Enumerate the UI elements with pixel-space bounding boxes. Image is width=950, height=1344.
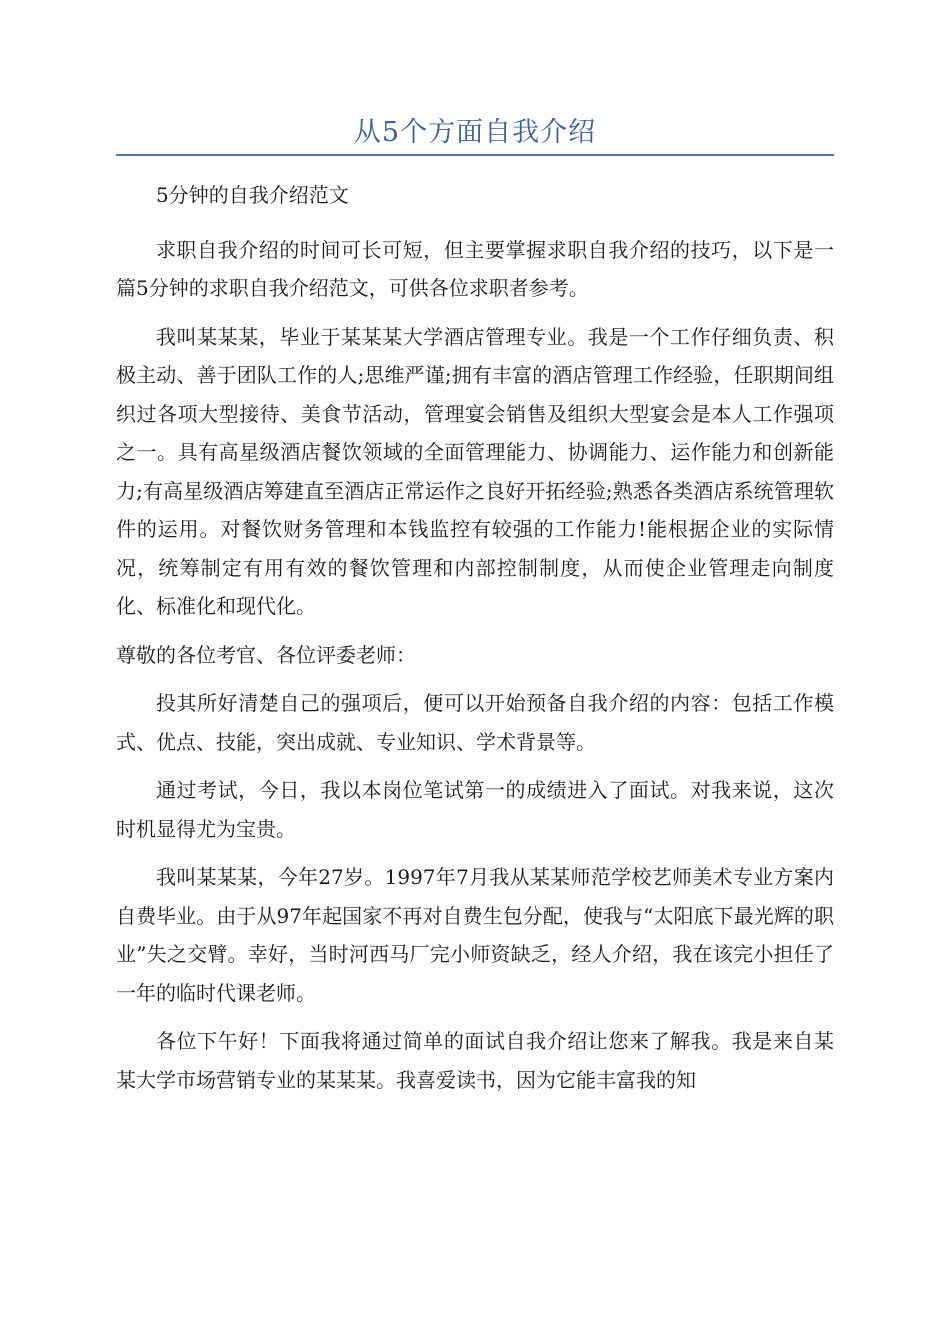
paragraph: 各位下午好！下面我将通过简单的面试自我介绍让您来了解我。我是来自某某大学市场营销专业的某某某。我喜爱读书，因为它能丰富我的知 xyxy=(116,1029,834,1092)
paragraph: 通过考试，今日，我以本岗位笔试第一的成绩进入了面试。对我来说，这次时机显得尤为宝贵。 xyxy=(116,778,834,841)
document-title: 从5个方面自我介绍 xyxy=(353,117,597,148)
paragraph-heading: 5分钟的自我介绍范文 xyxy=(156,183,349,207)
paragraph-salutation: 尊敬的各位考官、各位评委老师： xyxy=(116,642,416,667)
paragraph: 投其所好清楚自己的强项后，便可以开始预备自我介绍的内容：包括工作模式、优点、技能，突出成就、专业知识、学术背景等。 xyxy=(116,691,834,754)
paragraph: 我叫某某某，毕业于某某某大学酒店管理专业。我是一个工作仔细负责、积极主动、善于团队工作的人;思维严谨;拥有丰富的酒店管理工作经验，任职期间组织过各项大型接待、美食节活动，管理宴会销售及组织大型宴会是本人工作强项之一。具有高星级酒店餐饮领域的全面管理能力、协调能力、运作能力和创新能力;有高星级酒店筹建直至酒店正常运作之良好开拓经验;熟悉各类酒店系统管理软件的运用。对餐饮财务管理和本钱监控有较强的工作能力!能根据企业的实际情况，统筹制定有用有效的餐饮管理和内部控制制度，从而使企业管理走向制度化、标准化和现代化。 xyxy=(116,324,834,618)
paragraph: 我叫某某某，今年27岁。1997年7月我从某某师范学校艺师美术专业方案内自费毕业。由于从97年起国家不再对自费生包分配，使我与“太阳底下最光辉的职业”失之交臂。幸好，当时河西马厂完小师资缺乏，经人介绍，我在该完小担任了一年的临时代课老师。 xyxy=(116,865,834,1005)
document-body xyxy=(116,176,834,1109)
title-underline xyxy=(116,154,834,156)
paragraph: 求职自我介绍的时间可长可短，但主要掌握求职自我介绍的技巧，以下是一篇5分钟的求职自我介绍范文，可供各位求职者参考。 xyxy=(116,237,834,300)
